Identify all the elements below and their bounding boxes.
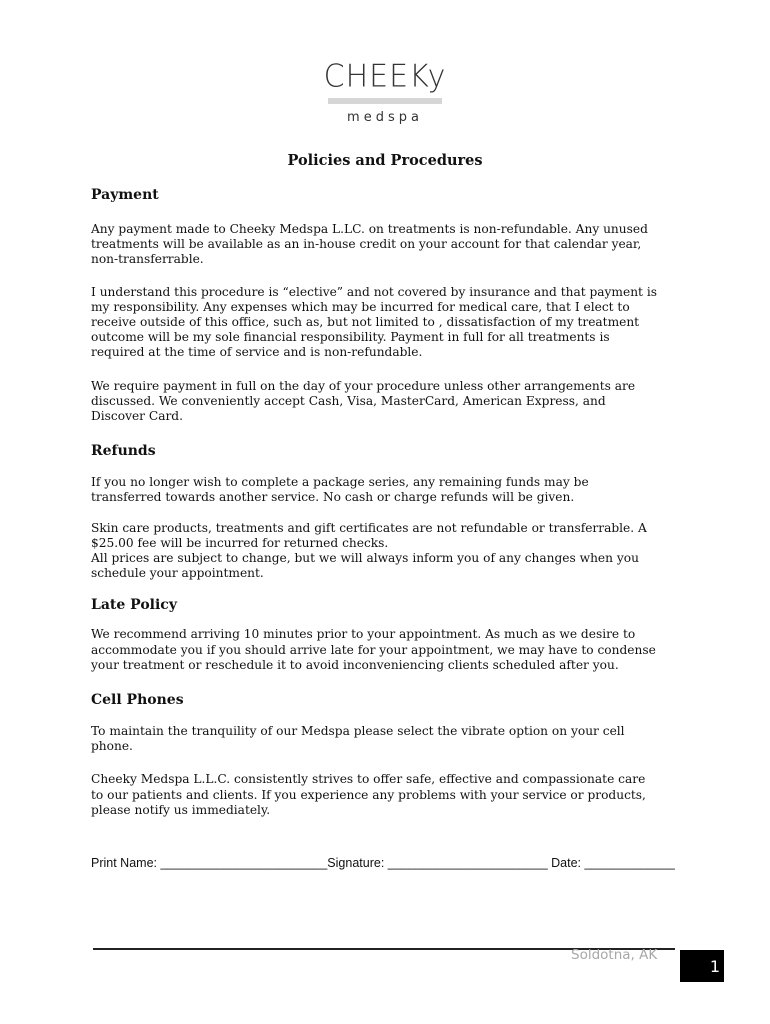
signature-line: Print Name: ________________________Signature: _______________________ Date: _____________ <box>91 856 675 870</box>
page-title: Policies and Procedures <box>287 152 483 169</box>
payment-paragraph-2: I understand this procedure is “elective” and not covered by insurance and that payment is my responsibility. Any expenses which may be incurred for medical care, that I elect to receive outside of this office, such as, but not limited to , dissatisfaction of my treatment outcome will be my sole financial responsibility. Payment in full for all treatments is required at the time of service and is non-refundable. <box>91 284 657 360</box>
refunds-paragraph-2: Skin care products, treatments and gift certificates are not refundable or transferrable. A $25.00 fee will be incurred for returned checks. All prices are subject to change, but we will always inform you of any changes when you schedule your appointment. <box>91 520 647 581</box>
cell-phones-paragraph-2: Cheeky Medspa L.L.C. consistently strives to offer safe, effective and compassionate care to our patients and clients. If you experience any problems with your service or products, please notify us immediately. <box>91 772 646 817</box>
logo-underline-bar <box>328 98 442 104</box>
late-policy-paragraph: We recommend arriving 10 minutes prior to your appointment. As much as we desire to accommodate you if you should arrive late for your appointment, we may have to condense your treatment or reschedule it to avoid inconveniencing clients scheduled after you. <box>91 627 656 672</box>
document-body <box>91 186 691 818</box>
logo-wordmark: CHEEKy <box>323 58 447 95</box>
refunds-heading: Refunds <box>91 443 156 460</box>
cell-phones-heading: Cell Phones <box>91 692 184 709</box>
payment-paragraph-3: We require payment in full on the day of your procedure unless other arrangements are discussed. We conveniently accept Cash, Visa, MasterCard, American Express, and Discover Card. <box>91 378 636 424</box>
logo <box>0 60 770 126</box>
cell-phones-paragraph-1: To maintain the tranquility of our Medspa please select the vibrate option on your cell phone. <box>91 724 625 754</box>
page-number: 1 <box>680 950 724 982</box>
late-policy-heading: Late Policy <box>91 597 177 614</box>
logo-subtitle: medspa <box>347 110 423 125</box>
payment-paragraph-1: Any payment made to Cheeky Medspa L.LC. on treatments is non-refundable. Any unused treatments will be available as an in-house credit on your account for that calendar year, non-transferrable. <box>91 222 648 267</box>
refunds-paragraph-1: If you no longer wish to complete a package series, any remaining funds may be transferred towards another service. No cash or charge refunds will be given. <box>91 475 589 505</box>
footer-location: Soldotna, AK <box>571 947 658 963</box>
payment-heading: Payment <box>91 187 159 203</box>
